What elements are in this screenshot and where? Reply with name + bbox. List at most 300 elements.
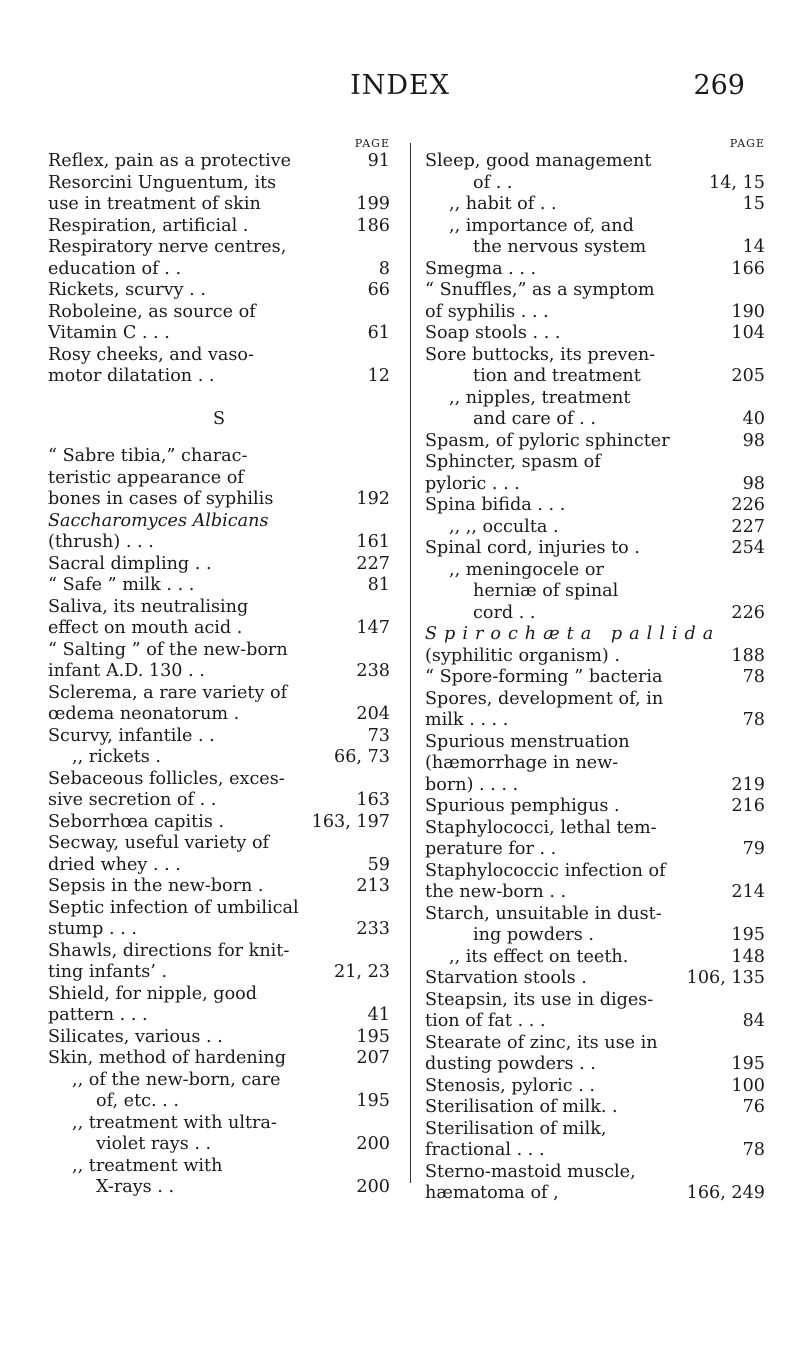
index-entry (48, 747, 390, 769)
index-line (48, 876, 390, 898)
entry-text: ,, importance of, and (449, 215, 634, 236)
entry-text: the nervous system (473, 237, 647, 257)
index-entry (425, 689, 765, 732)
index-entry (48, 554, 390, 576)
entry-text: bones in cases of syphilis (48, 489, 274, 509)
entry-text: Staphylococcic infection of (425, 860, 666, 881)
index-line (425, 689, 765, 711)
index-line (425, 904, 765, 926)
index-entry (425, 345, 765, 388)
index-entry (48, 1048, 390, 1070)
page-reference: 66, 73 (334, 747, 390, 767)
page-reference: 205 (731, 366, 765, 386)
index-line (48, 468, 390, 490)
page-reference: 163 (356, 790, 390, 810)
page-reference: 73 (367, 725, 390, 746)
page-reference: 12 (367, 366, 390, 386)
page-reference: 186 (356, 215, 390, 236)
index-entry (48, 683, 390, 726)
index-entry (425, 1076, 765, 1098)
page-reference: 195 (731, 1054, 765, 1074)
index-line (425, 431, 765, 453)
page-reference: 226 (731, 495, 765, 515)
index-line (48, 366, 390, 388)
index-line (425, 1119, 765, 1141)
entry-text: ,, meningocele or (449, 559, 604, 580)
index-line (48, 194, 390, 216)
entry-text: Sore buttocks, its preven- (425, 344, 656, 365)
index-line (425, 216, 765, 238)
index-entry (48, 984, 390, 1027)
index-line (425, 646, 765, 668)
index-entry (425, 280, 765, 323)
index-entry (48, 726, 390, 748)
index-line (425, 796, 765, 818)
entry-text: motor dilatation . . (48, 366, 215, 386)
entry-text: tion and treatment (473, 366, 641, 386)
entry-text: (hæmorrhage in new- (425, 753, 619, 773)
index-line (48, 216, 390, 238)
entries-left (48, 151, 390, 1199)
entry-text: effect on mouth acid . (48, 618, 243, 638)
entry-text: Reflex, pain as a protective (48, 151, 292, 171)
index-entry (48, 575, 390, 597)
entry-text: “ Snuffles,” as a symptom (425, 280, 655, 300)
entry-text: Staphylococci, lethal tem- (425, 817, 657, 838)
index-line (48, 812, 390, 834)
page-reference: 66 (367, 280, 390, 300)
index-line (425, 581, 765, 603)
index-line (425, 409, 765, 431)
index-line (425, 173, 765, 195)
index-line (48, 280, 390, 302)
entry-text: of . . (473, 172, 513, 193)
entry-text: Soap stools . . . (425, 323, 561, 343)
entry-text: Sphincter, spasm of (425, 452, 601, 472)
index-entry (425, 517, 765, 539)
entry-text: Stearate of zinc, its use in (425, 1032, 658, 1053)
page-reference: 163, 197 (311, 811, 390, 832)
entry-text: Secway, useful variety of (48, 833, 270, 853)
page-reference: 207 (356, 1048, 390, 1068)
index-entry (48, 216, 390, 238)
index-entry (48, 898, 390, 941)
entry-text: ,, treatment with (72, 1155, 223, 1176)
index-line (48, 151, 390, 173)
index-line (425, 366, 765, 388)
entry-text: teristic appearance of (48, 467, 244, 488)
entry-text: the new-born . . (425, 882, 567, 902)
page-reference: 59 (367, 854, 390, 875)
index-line (48, 597, 390, 619)
page-reference: 227 (731, 516, 765, 537)
index-line (48, 726, 390, 748)
index-entry (425, 194, 765, 216)
index-entry (48, 1027, 390, 1049)
index-entry (425, 151, 765, 194)
index-line (425, 452, 765, 474)
index-entry (48, 876, 390, 898)
page-reference: 104 (731, 323, 765, 343)
entry-text: Smegma . . . (425, 258, 537, 279)
page-reference: 254 (731, 538, 765, 558)
index-line (425, 861, 765, 883)
page-reference: 166, 249 (686, 1183, 765, 1203)
index-line (425, 560, 765, 582)
index-line (425, 388, 765, 410)
page-reference: 61 (367, 323, 390, 343)
index-entry (425, 1033, 765, 1076)
index-line (48, 1048, 390, 1070)
index-entry (425, 904, 765, 947)
index-line (425, 732, 765, 754)
index-line (425, 947, 765, 969)
page-reference: 213 (356, 876, 390, 896)
page-reference: 84 (742, 1011, 765, 1031)
entry-text: Spores, development of, in (425, 688, 664, 709)
index-entry (425, 1119, 765, 1162)
entry-text: ,, its effect on teeth. (449, 946, 629, 967)
entry-text: “ Salting ” of the new-born (48, 639, 288, 660)
index-entry (48, 941, 390, 984)
entry-text: and care of . . (473, 409, 596, 429)
index-line (48, 898, 390, 920)
index-line (425, 882, 765, 904)
index-entry (425, 818, 765, 861)
entry-text: (thrush) . . . (48, 532, 154, 552)
section-heading: S (212, 408, 226, 429)
page-reference: 40 (742, 409, 765, 429)
page-reference: 190 (731, 301, 765, 322)
index-line (48, 962, 390, 984)
index-line (425, 237, 765, 259)
entry-text: Skin, method of hardening (48, 1048, 286, 1068)
index-line (425, 925, 765, 947)
entry-text: ing powders . (473, 925, 595, 945)
index-entry (48, 446, 390, 511)
index-line (425, 710, 765, 732)
index-line (48, 984, 390, 1006)
page-reference: 200 (356, 1177, 390, 1197)
entry-text: Starvation stools . (425, 968, 587, 988)
entry-text: infant A.D. 130 . . (48, 661, 205, 681)
index-line (48, 790, 390, 812)
page-reference: 78 (742, 1140, 765, 1160)
entry-text: (syphilitic organism) . (425, 645, 620, 666)
entry-text: use in treatment of skin (48, 194, 261, 214)
page-reference: 188 (731, 645, 765, 666)
index-line (48, 1070, 390, 1092)
page-reference: 166 (731, 258, 765, 279)
page-reference: 76 (742, 1097, 765, 1117)
page-reference: 98 (742, 430, 765, 451)
index-line (425, 624, 765, 646)
entry-text: Steapsin, its use in diges- (425, 989, 654, 1010)
entry-text: Shawls, directions for knit- (48, 940, 290, 961)
entry-text: Roboleine, as source of (48, 301, 256, 322)
index-entry (425, 431, 765, 453)
entry-text: ,, ,, occulta . (449, 516, 559, 537)
page-reference: 195 (356, 1026, 390, 1047)
entry-text: Stenosis, pyloric . . (425, 1075, 596, 1096)
index-column-left (48, 136, 390, 1199)
index-line (425, 990, 765, 1012)
page-reference: 192 (356, 489, 390, 509)
index-line (48, 575, 390, 597)
index-line (48, 661, 390, 683)
index-line (48, 747, 390, 769)
index-line (425, 259, 765, 281)
index-entry (48, 151, 390, 173)
page-reference: 8 (378, 258, 390, 279)
entry-text: ,, of the new-born, care (72, 1069, 281, 1090)
index-entry (425, 861, 765, 904)
index-entry (425, 560, 765, 625)
entry-text: Seborrhœa capitis . (48, 811, 225, 832)
index-entry (425, 947, 765, 969)
index-line (425, 517, 765, 539)
page-reference: 199 (356, 194, 390, 214)
index-line (48, 302, 390, 324)
index-line (425, 1162, 765, 1184)
index-line (48, 237, 390, 259)
page-reference: 100 (731, 1075, 765, 1096)
page-reference: 195 (356, 1091, 390, 1111)
entry-text: Scurvy, infantile . . (48, 725, 215, 746)
index-line (425, 538, 765, 560)
entry-text: Sterno-mastoid muscle, (425, 1161, 636, 1182)
entry-text: Starch, unsuitable in dust- (425, 903, 662, 924)
index-line (425, 1183, 765, 1205)
index-entry (48, 833, 390, 876)
entry-text: violet rays . . (96, 1134, 212, 1154)
entry-text: Spinal cord, injuries to . (425, 538, 640, 558)
index-line (48, 769, 390, 791)
entry-text: born) . . . . (425, 774, 519, 795)
entry-text: sive secretion of . . (48, 790, 217, 810)
entry-text: Spurious pemphigus . (425, 796, 620, 816)
index-line (48, 345, 390, 367)
index-line (425, 495, 765, 517)
page-title: INDEX (350, 70, 450, 101)
index-line (48, 1005, 390, 1027)
entry-text: Respiratory nerve centres, (48, 237, 287, 257)
index-entry (425, 624, 765, 667)
index-line (425, 968, 765, 990)
index-entry (425, 216, 765, 259)
page-reference: 195 (731, 925, 765, 945)
entry-text: Spasm, of pyloric sphincter (425, 430, 670, 451)
page-reference: 78 (742, 667, 765, 687)
entry-text: Resorcini Unguentum, its (48, 172, 277, 193)
entry-text: perature for . . (425, 839, 557, 859)
index-entry (425, 667, 765, 689)
page-column-label: PAGE (729, 137, 765, 150)
index-entry (425, 1162, 765, 1205)
index-line (425, 280, 765, 302)
page-reference: 226 (731, 602, 765, 623)
index-line (425, 753, 765, 775)
page-reference: 21, 23 (334, 962, 390, 982)
entry-text: Saccharomyces Albicans (48, 510, 269, 531)
index-line (425, 818, 765, 840)
page-reference: 216 (731, 796, 765, 816)
index-entry (425, 968, 765, 990)
index-entry (48, 1156, 390, 1199)
entry-text: œdema neonatorum . (48, 704, 240, 724)
page-reference: 219 (731, 774, 765, 795)
entry-text: ,, nipples, treatment (449, 387, 631, 408)
entry-text: hæmatoma of , (425, 1183, 559, 1203)
entry-text: “ Sabre tibia,” charac- (48, 446, 248, 466)
entry-text: Vitamin C . . . (48, 323, 170, 343)
entry-text: Respiration, artificial . (48, 215, 249, 236)
entry-text: ,, habit of . . (449, 194, 557, 214)
page-number: 269 (693, 70, 745, 101)
index-line (48, 683, 390, 705)
entry-text: milk . . . . (425, 710, 509, 730)
page-reference: 161 (356, 532, 390, 552)
page-reference: 14 (742, 237, 765, 257)
entry-text: Sterilisation of milk. . (425, 1097, 618, 1117)
entry-text: dried whey . . . (48, 854, 181, 875)
entry-text: Sebaceous follicles, exces- (48, 768, 285, 789)
entry-text: Sacral dimpling . . (48, 553, 212, 574)
index-entry (425, 452, 765, 495)
index-entry (425, 388, 765, 431)
entry-text: Sclerema, a rare variety of (48, 682, 288, 703)
entry-text: Sleep, good management (425, 151, 652, 171)
page-reference: 106, 135 (686, 968, 765, 988)
page-header (0, 70, 800, 110)
page-reference: 227 (356, 553, 390, 574)
entry-text: herniæ of spinal (473, 581, 619, 601)
entry-text: X-rays . . (96, 1177, 175, 1197)
index-line (48, 1177, 390, 1199)
index-line (425, 151, 765, 173)
entry-text: Rosy cheeks, and vaso- (48, 344, 254, 365)
column-divider (410, 143, 411, 1183)
entry-text: education of . . (48, 258, 182, 279)
page-reference: 91 (367, 151, 390, 171)
index-line (48, 511, 390, 533)
index-entry (48, 812, 390, 834)
index-line (425, 1076, 765, 1098)
page-reference: 214 (731, 882, 765, 902)
entry-text: Septic infection of umbilical (48, 897, 299, 918)
index-line (425, 839, 765, 861)
index-line (425, 1033, 765, 1055)
index-line (425, 775, 765, 797)
index-line (48, 554, 390, 576)
page-reference: 148 (731, 946, 765, 967)
entry-text: Rickets, scurvy . . (48, 280, 206, 300)
index-entry (48, 345, 390, 388)
index-entry (48, 237, 390, 280)
index-line (425, 345, 765, 367)
index-line (48, 259, 390, 281)
entry-text: dusting powders . . (425, 1054, 596, 1074)
index-line (425, 1140, 765, 1162)
entry-text: Spirochæta pallida (425, 624, 721, 644)
index-line (48, 446, 390, 468)
page-reference: 238 (356, 661, 390, 681)
index-column-right (425, 136, 765, 1205)
index-entry (425, 495, 765, 517)
index-line (425, 194, 765, 216)
index-entry (425, 1097, 765, 1119)
page-reference: 79 (742, 839, 765, 859)
index-line (48, 704, 390, 726)
entry-text: Shield, for nipple, good (48, 983, 258, 1004)
index-entry (48, 302, 390, 345)
index-entry (425, 323, 765, 345)
index-line (48, 618, 390, 640)
entry-text: tion of fat . . . (425, 1011, 546, 1031)
index-line (48, 489, 390, 511)
index-entry (425, 538, 765, 560)
page-reference: 15 (742, 194, 765, 214)
index-entry (425, 990, 765, 1033)
index-entry (48, 1070, 390, 1113)
entry-text: ,, rickets . (72, 747, 162, 767)
entry-text: of syphilis . . . (425, 301, 549, 322)
entry-text: “ Spore-forming ” bacteria (425, 667, 663, 687)
entry-text: pattern . . . (48, 1005, 148, 1025)
index-entry (425, 796, 765, 818)
index-entry (48, 173, 390, 216)
entry-text: ting infants’ . (48, 962, 168, 982)
page-reference: 78 (742, 710, 765, 730)
index-line (48, 919, 390, 941)
entry-text: Spina bifida . . . (425, 495, 566, 515)
index-line (425, 1011, 765, 1033)
index-entry (48, 280, 390, 302)
page-reference: 14, 15 (709, 172, 765, 193)
page-reference: 204 (356, 704, 390, 724)
page-reference: 147 (356, 618, 390, 638)
page-column-label: PAGE (354, 137, 390, 150)
entry-text: of, etc. . . (96, 1091, 179, 1111)
index-line (48, 941, 390, 963)
index-line (48, 1156, 390, 1178)
index-entry (48, 511, 390, 554)
index-line (48, 1091, 390, 1113)
index-line (48, 173, 390, 195)
index-line (48, 532, 390, 554)
entries-right (425, 151, 765, 1205)
page-reference: 200 (356, 1134, 390, 1154)
page-reference: 98 (742, 473, 765, 494)
entry-text: stump . . . (48, 919, 137, 939)
index-entry (48, 1113, 390, 1156)
entry-text: “ Safe ” milk . . . (48, 575, 195, 595)
entry-text: Sepsis in the new-born . (48, 876, 264, 896)
entry-text: fractional . . . (425, 1140, 545, 1160)
entry-text: cord . . (473, 602, 536, 623)
entry-text: pyloric . . . (425, 473, 520, 494)
index-entry (48, 597, 390, 640)
index-line (425, 1097, 765, 1119)
index-entry (48, 640, 390, 683)
index-line (48, 1134, 390, 1156)
index-line (48, 833, 390, 855)
page-reference: 41 (367, 1005, 390, 1025)
index-line (48, 323, 390, 345)
index-line (48, 855, 390, 877)
index-line (425, 1054, 765, 1076)
index-line (425, 323, 765, 345)
